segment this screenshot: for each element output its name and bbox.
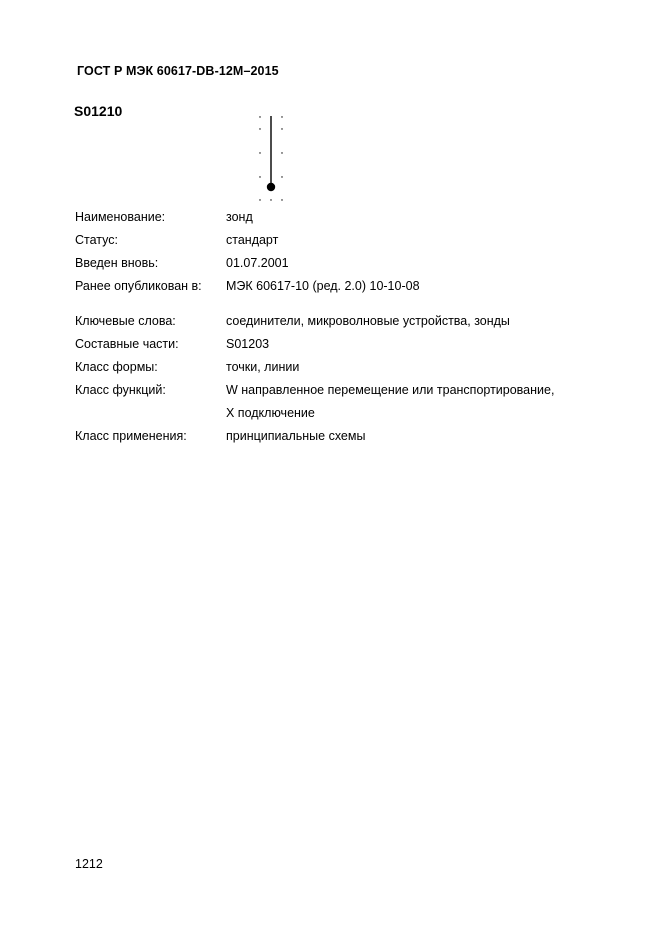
field-label: Ключевые слова: [75, 313, 176, 328]
attribute-list [75, 205, 615, 447]
field-value: соединители, микроволновые устройства, зонды [226, 313, 510, 328]
field-value: W направленное перемещение или транспортирование, [226, 382, 555, 397]
field-row-published [75, 274, 615, 297]
field-row-shape-class [75, 355, 615, 378]
symbol-code: S01210 [74, 103, 123, 119]
field-value: МЭК 60617-10 (ред. 2.0) 10-10-08 [226, 278, 420, 293]
field-label: Составные части: [75, 336, 179, 351]
field-value: зонд [226, 209, 253, 224]
field-label: Введен вновь: [75, 255, 159, 270]
field-value: X подключение [226, 405, 315, 420]
field-row-function-class [75, 378, 615, 401]
field-value: S01203 [226, 336, 270, 351]
field-row-status [75, 228, 615, 251]
group-spacer [75, 297, 615, 309]
field-value: стандарт [226, 232, 279, 247]
field-label: Класс функций: [75, 382, 166, 397]
field-row-application-class [75, 424, 615, 447]
page-number: 1212 [75, 857, 103, 871]
field-label: Класс формы: [75, 359, 158, 374]
field-label: Класс применения: [75, 428, 187, 443]
field-row-components [75, 332, 615, 355]
field-label: Статус: [75, 232, 118, 247]
field-label: Наименование: [75, 209, 166, 224]
field-row-keywords [75, 309, 615, 332]
field-row-introduced [75, 251, 615, 274]
field-value: 01.07.2001 [226, 255, 289, 270]
field-row-name [75, 205, 615, 228]
probe-symbol-icon [250, 112, 292, 204]
field-value: точки, линии [226, 359, 300, 374]
field-row-function-class-cont [75, 401, 615, 424]
document-header: ГОСТ Р МЭК 60617-DB-12М–2015 [77, 64, 279, 78]
field-value: принципиальные схемы [226, 428, 366, 443]
field-label: Ранее опубликован в: [75, 278, 202, 293]
